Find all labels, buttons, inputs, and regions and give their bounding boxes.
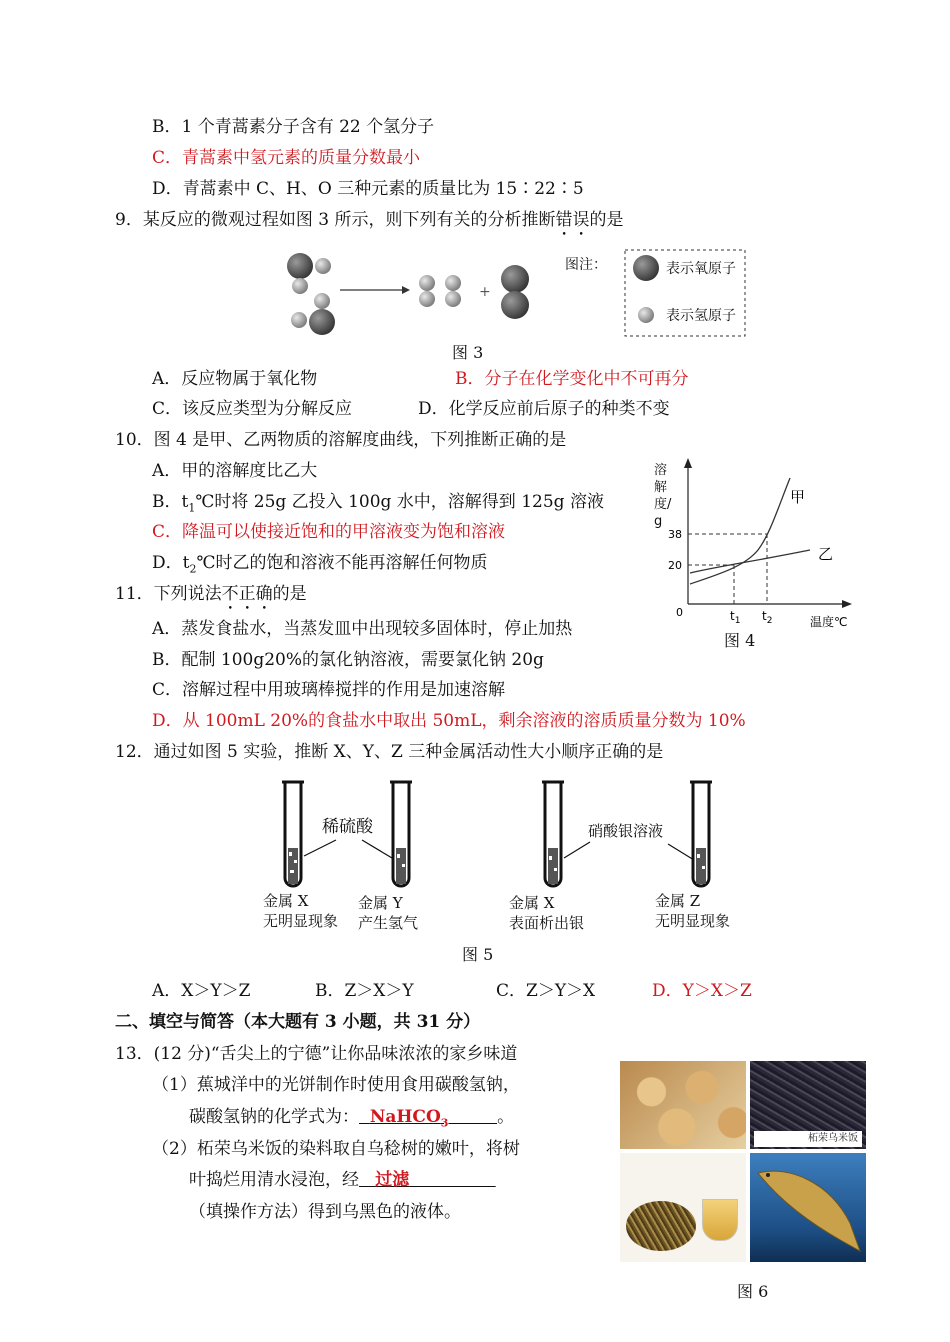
q13-part1-end: 。 bbox=[497, 1107, 515, 1127]
q13-part1-line1: （1）蕉城洋中的光饼制作时使用食用碳酸氢钠， bbox=[152, 1075, 520, 1095]
tick-38: 38 bbox=[668, 528, 682, 541]
q9-stem-emphasis: 错误 bbox=[555, 210, 590, 230]
legend-title: 图注： bbox=[565, 257, 607, 273]
photo-bread bbox=[620, 1061, 746, 1149]
q13-part2-answer: 过滤 bbox=[375, 1170, 410, 1190]
y-axis-label: 溶解度/g bbox=[654, 463, 672, 529]
product-o2-molecule bbox=[501, 265, 529, 319]
curve-jia bbox=[690, 478, 790, 584]
q9-stem-text: 9．某反应的微观过程如图 3 所示，则下列有关的分析推断 bbox=[115, 210, 556, 230]
q9-option-b: B．分子在化学变化中不可再分 bbox=[455, 369, 689, 389]
x-axis-label: 温度℃ bbox=[810, 615, 848, 629]
photo-yellow-croaker bbox=[750, 1153, 866, 1262]
figure-6-caption: 图 6 bbox=[737, 1282, 769, 1301]
q11-option-b: B．配制 100g20%的氯化钠溶液，需要氯化钠 20g bbox=[152, 650, 544, 670]
photo-black-rice-label: 柘荣乌米饭 bbox=[754, 1131, 862, 1147]
q11-option-d: D．从 100mL 20%的食盐水中取出 50mL，剩余溶液的溶质质量分数为 10% bbox=[152, 711, 746, 731]
tube1-result: 无明显现象 bbox=[263, 912, 339, 930]
tube2-caption bbox=[358, 893, 418, 933]
q11-stem bbox=[115, 583, 307, 614]
q13-part2-line2 bbox=[189, 1169, 496, 1191]
tube3-caption bbox=[509, 893, 584, 933]
q8-option-d: D．青蒿素中 C、H、O 三种元素的质量比为 15∶22∶5 bbox=[152, 179, 584, 199]
legend-oxygen-label: 表示氧原子 bbox=[666, 261, 736, 277]
photo-black-rice bbox=[750, 1061, 866, 1149]
origin-label: 0 bbox=[676, 606, 683, 619]
reactant-molecule bbox=[291, 293, 335, 335]
tube3-result: 表面析出银 bbox=[509, 914, 585, 932]
test-tube-y-acid bbox=[390, 782, 412, 886]
q8-option-b: B．1 个青蒿素分子含有 22 个氢分子 bbox=[152, 117, 435, 137]
test-tube-x-silver bbox=[542, 782, 564, 886]
q9-stem bbox=[115, 209, 623, 240]
legend-oxygen-atom bbox=[633, 255, 659, 281]
q10-option-b-subscript: 1 bbox=[188, 501, 196, 515]
label-dilute-sulfuric-acid: 稀硫酸 bbox=[322, 817, 373, 837]
q11-option-c: C．溶解过程中用玻璃棒搅拌的作用是加速溶解 bbox=[152, 680, 506, 700]
tube4-caption bbox=[655, 891, 730, 931]
q12-option-a: A．X＞Y＞Z bbox=[152, 981, 251, 1001]
tube1-metal: 金属 X bbox=[263, 892, 309, 910]
q13-part1-prompt: 碳酸氢钠的化学式为： bbox=[189, 1107, 359, 1127]
plus-sign: + bbox=[479, 284, 491, 300]
t2-label: $t_2$ bbox=[762, 609, 773, 626]
q11-stem-text: 11．下列说法 bbox=[115, 584, 222, 604]
q10-option-c: C．降温可以使接近饱和的甲溶液变为饱和溶液 bbox=[152, 522, 506, 542]
tea-cup bbox=[702, 1199, 738, 1241]
q11-option-a: A．蒸发食盐水，当蒸发皿中出现较多固体时，停止加热 bbox=[152, 619, 573, 639]
tea-leaves bbox=[626, 1201, 696, 1251]
q10-stem: 10．图 4 是甲、乙两物质的溶解度曲线，下列推断正确的是 bbox=[115, 430, 567, 450]
q11-stem-end: 的是 bbox=[272, 584, 307, 604]
q13-part2-prompt: 叶捣烂用清水浸泡，经 bbox=[189, 1170, 359, 1190]
q12-stem: 12．通过如图 5 实验，推断 X、Y、Z 三种金属活动性大小顺序正确的是 bbox=[115, 742, 664, 762]
q13-part1-blank bbox=[359, 1107, 497, 1130]
q12-option-d: D．Y＞X＞Z bbox=[652, 981, 752, 1001]
q10-option-d bbox=[152, 552, 488, 580]
fish-icon bbox=[750, 1153, 866, 1262]
test-tube-experiment bbox=[270, 778, 740, 898]
yi-label: 乙 bbox=[818, 545, 834, 563]
q10-option-b-text: ℃时将 25g 乙投入 100g 水中，溶解得到 125g 溶液 bbox=[195, 492, 604, 512]
figure-4-caption: 图 4 bbox=[724, 631, 756, 650]
reaction-arrow bbox=[340, 286, 410, 294]
tube2-metal: 金属 Y bbox=[358, 894, 403, 912]
reactant-molecule bbox=[287, 253, 331, 294]
q8-option-c: C．青蒿素中氢元素的质量分数最小 bbox=[152, 148, 421, 168]
figure-6-photo-collage bbox=[620, 1061, 866, 1262]
solubility-graph bbox=[650, 458, 860, 633]
q13-stem: 13．(12 分)“舌尖上的宁德”让你品味浓浓的家乡味道 bbox=[115, 1044, 518, 1064]
q11-stem-emphasis: 不正确 bbox=[221, 584, 273, 604]
q9-stem-end: 的是 bbox=[589, 210, 624, 230]
q10-option-b bbox=[152, 491, 604, 519]
q13-part2-line1: （2）柘荣乌米饭的染料取自乌稔树的嫩叶，将树 bbox=[152, 1139, 520, 1159]
q10-option-b-prefix: B．t bbox=[152, 492, 189, 512]
q12-option-b: B．Z＞X＞Y bbox=[315, 981, 414, 1001]
legend-hydrogen-label: 表示氢原子 bbox=[666, 308, 736, 324]
q13-part1-line2 bbox=[189, 1106, 514, 1134]
q10-option-d-text: ℃时乙的饱和溶液不能再溶解任何物质 bbox=[196, 553, 488, 573]
label-silver-nitrate: 硝酸银溶液 bbox=[588, 822, 664, 840]
q9-option-a: A．反应物属于氧化物 bbox=[152, 369, 318, 389]
q12-option-c: C．Z＞Y＞X bbox=[496, 981, 596, 1001]
tube4-result: 无明显现象 bbox=[655, 912, 731, 930]
q10-option-d-subscript: 2 bbox=[189, 562, 197, 576]
product-h2-molecule bbox=[419, 275, 435, 307]
test-tube-x-acid bbox=[282, 782, 304, 886]
tick-20: 20 bbox=[668, 559, 682, 572]
q13-part1-answer-subscript: 3 bbox=[440, 1116, 449, 1130]
tube2-result: 产生氢气 bbox=[358, 914, 419, 932]
test-tube-z-silver bbox=[690, 782, 712, 886]
q13-part1-answer: NaHCO bbox=[369, 1107, 441, 1127]
product-h2-molecule bbox=[445, 275, 461, 307]
tube1-caption bbox=[263, 891, 338, 931]
q13-part2-line3: （填操作方法）得到乌黑色的液体。 bbox=[189, 1202, 461, 1222]
jia-label: 甲 bbox=[790, 488, 806, 506]
q9-option-d: D．化学反应前后原子的种类不变 bbox=[418, 399, 670, 419]
figure-3-caption: 图 3 bbox=[452, 343, 484, 362]
figure-5-caption: 图 5 bbox=[462, 945, 494, 964]
curve-yi bbox=[690, 550, 810, 573]
legend-hydrogen-atom bbox=[638, 307, 654, 323]
q9-option-c: C．该反应类型为分解反应 bbox=[152, 399, 353, 419]
q13-part2-blank bbox=[359, 1170, 496, 1190]
tube3-metal: 金属 X bbox=[509, 894, 555, 912]
section-2-heading: 二、填空与简答（本大题有 3 小题，共 31 分） bbox=[115, 1012, 481, 1032]
tube4-metal: 金属 Z bbox=[655, 892, 701, 910]
photo-tea bbox=[620, 1153, 746, 1262]
q10-option-d-prefix: D．t bbox=[152, 553, 190, 573]
q10-option-a: A．甲的溶解度比乙大 bbox=[152, 461, 318, 481]
t1-label: $t_1$ bbox=[730, 609, 741, 626]
